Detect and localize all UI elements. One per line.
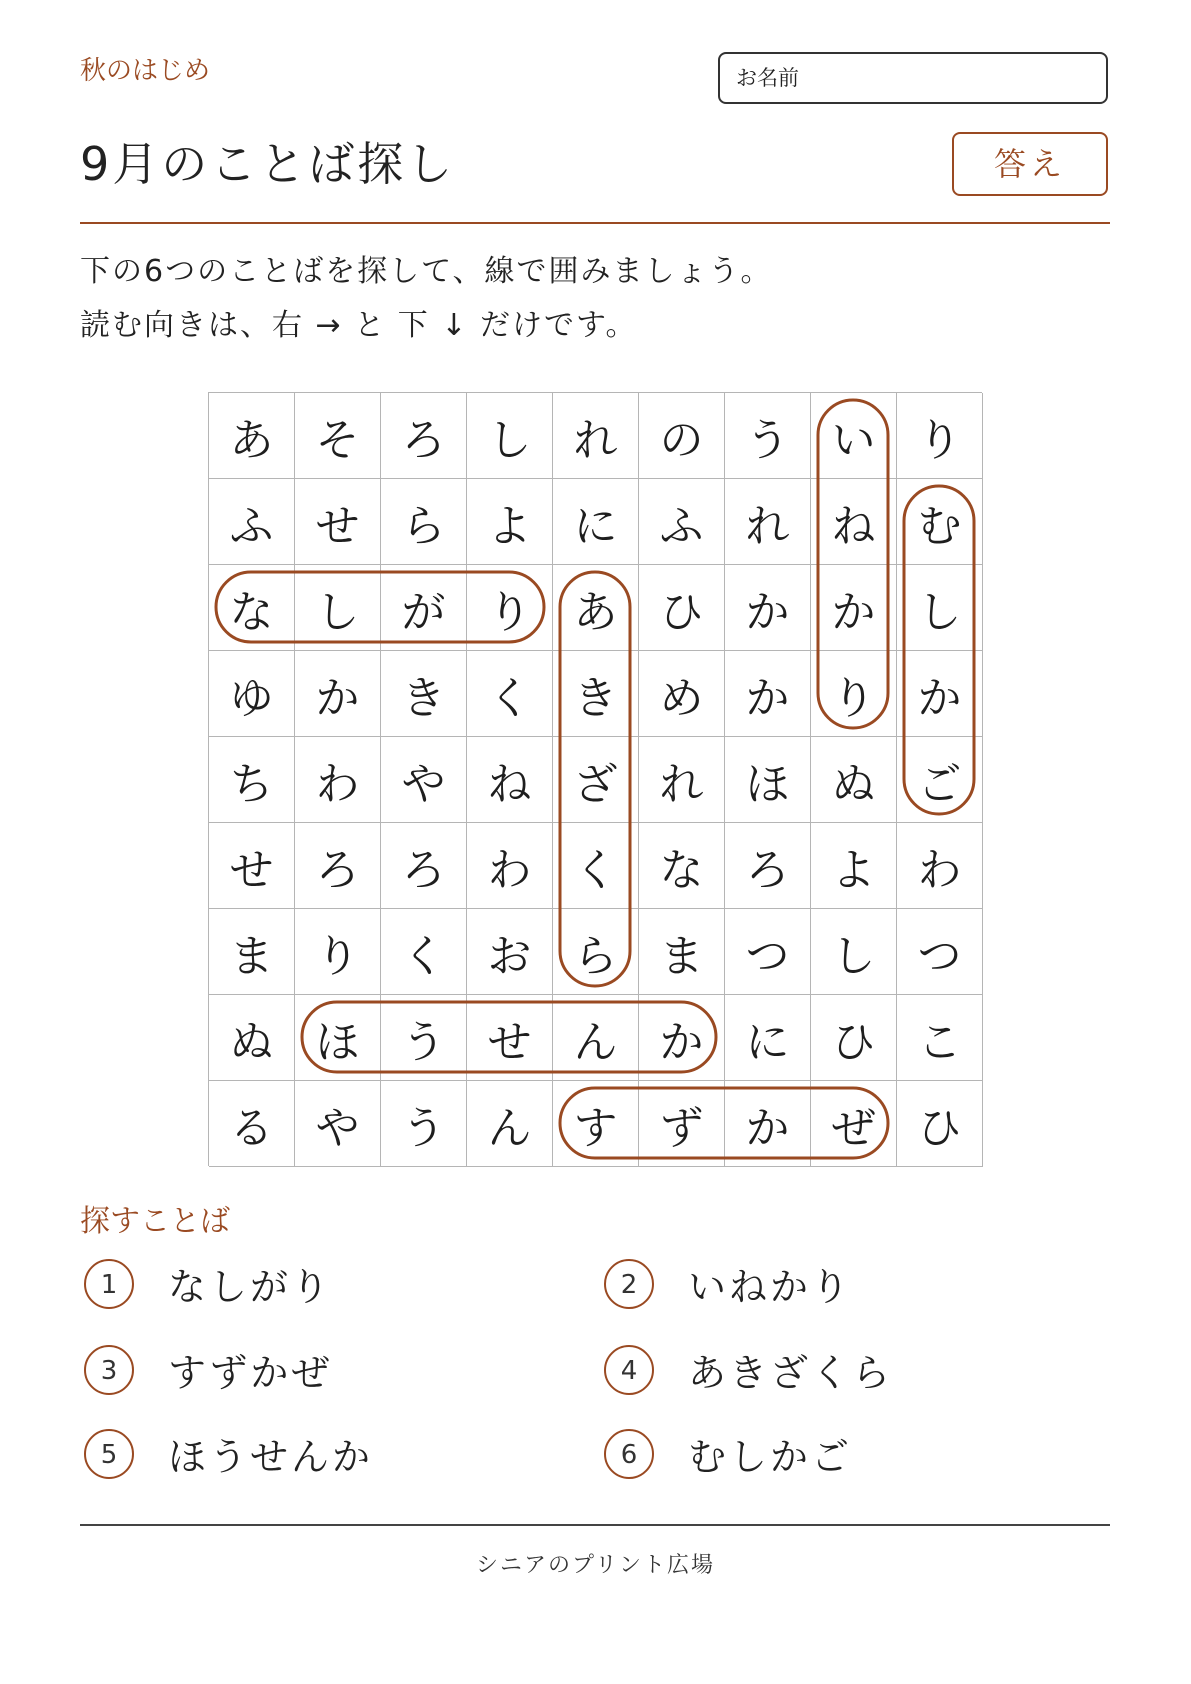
word-text: あきざくら (688, 1351, 894, 1395)
word-text: いねかり (688, 1265, 853, 1309)
word-number-badge: 1 (84, 1259, 134, 1309)
grid-cell[interactable]: ね (467, 737, 553, 823)
grid-cell[interactable]: か (725, 1081, 811, 1167)
grid-cell[interactable]: つ (725, 909, 811, 995)
grid-cell[interactable]: し (295, 565, 381, 651)
series-label: 秋のはじめ (80, 56, 211, 86)
grid-cell[interactable]: う (725, 393, 811, 479)
grid-cell[interactable]: か (725, 651, 811, 737)
word-list-heading: 探すことば (80, 1204, 230, 1239)
grid-cell[interactable]: そ (295, 393, 381, 479)
grid-cell[interactable]: し (811, 909, 897, 995)
grid-cell[interactable]: ろ (381, 823, 467, 909)
grid-cell[interactable]: よ (811, 823, 897, 909)
grid-cell[interactable]: ぜ (811, 1081, 897, 1167)
word-text: すずかぜ (168, 1351, 333, 1395)
grid-cell[interactable]: ふ (209, 479, 295, 565)
grid-cell[interactable]: ろ (381, 393, 467, 479)
grid-cell[interactable]: ざ (553, 737, 639, 823)
grid-cell[interactable]: ず (639, 1081, 725, 1167)
grid-cell[interactable]: く (553, 823, 639, 909)
grid-cell[interactable]: つ (897, 909, 983, 995)
grid-cell[interactable]: よ (467, 479, 553, 565)
grid-cell[interactable]: く (467, 651, 553, 737)
grid-cell[interactable]: ち (209, 737, 295, 823)
grid-cell[interactable]: す (553, 1081, 639, 1167)
grid-cell[interactable]: ひ (639, 565, 725, 651)
grid-cell[interactable]: か (639, 995, 725, 1081)
grid-cell[interactable]: な (639, 823, 725, 909)
answer-button[interactable]: 答え (952, 132, 1108, 196)
footer-divider (80, 1524, 1110, 1526)
grid-cell[interactable]: い (811, 393, 897, 479)
grid-cell[interactable]: ね (811, 479, 897, 565)
grid-cell[interactable]: や (295, 1081, 381, 1167)
grid-cell[interactable]: く (381, 909, 467, 995)
grid-cell[interactable]: ゆ (209, 651, 295, 737)
word-number-badge: 3 (84, 1345, 134, 1395)
word-text: ほうせんか (168, 1435, 374, 1479)
grid-cell[interactable]: わ (295, 737, 381, 823)
grid-cell[interactable]: せ (295, 479, 381, 565)
grid-cell[interactable]: り (295, 909, 381, 995)
grid-cell[interactable]: に (553, 479, 639, 565)
grid-cell[interactable]: し (467, 393, 553, 479)
grid-cell[interactable]: ろ (295, 823, 381, 909)
grid-cell[interactable]: ふ (639, 479, 725, 565)
grid-cell[interactable]: れ (725, 479, 811, 565)
grid-cell[interactable]: う (381, 995, 467, 1081)
grid-cell[interactable]: き (553, 651, 639, 737)
grid-cell[interactable]: が (381, 565, 467, 651)
grid-cell[interactable]: か (725, 565, 811, 651)
footer-text: シニアのプリント広場 (475, 1553, 716, 1578)
grid-cell[interactable]: に (725, 995, 811, 1081)
grid-cell[interactable]: ら (381, 479, 467, 565)
grid-cell[interactable]: あ (553, 565, 639, 651)
grid-cell[interactable]: う (381, 1081, 467, 1167)
grid-cell[interactable]: ぬ (811, 737, 897, 823)
grid-cell[interactable]: め (639, 651, 725, 737)
grid-cell[interactable]: ら (553, 909, 639, 995)
word-number-badge: 2 (604, 1259, 654, 1309)
name-field[interactable] (718, 52, 1108, 104)
instruction-line-1: 下の6つのことばを探して、線で囲みましょう。 (80, 254, 773, 289)
word-text: むしかご (688, 1435, 853, 1479)
grid-cell[interactable]: わ (897, 823, 983, 909)
word-number-badge: 4 (604, 1345, 654, 1395)
word-search-grid (208, 392, 982, 1166)
grid-cell[interactable]: お (467, 909, 553, 995)
grid-cell[interactable]: ん (553, 995, 639, 1081)
instruction-line-2: 読む向きは、右 → と 下 ↓ だけです。 (80, 308, 638, 343)
grid-cell[interactable]: や (381, 737, 467, 823)
grid-cell[interactable]: こ (897, 995, 983, 1081)
grid-cell[interactable]: か (897, 651, 983, 737)
word-number-badge: 6 (604, 1429, 654, 1479)
grid-cell[interactable]: わ (467, 823, 553, 909)
grid-cell[interactable]: な (209, 565, 295, 651)
grid-cell[interactable]: む (897, 479, 983, 565)
letter-grid (208, 392, 982, 1166)
grid-cell[interactable]: か (295, 651, 381, 737)
name-field-label: お名前 (736, 66, 799, 90)
grid-cell[interactable]: り (811, 651, 897, 737)
grid-cell[interactable]: の (639, 393, 725, 479)
page-title: 9月のことば探し (80, 137, 456, 191)
grid-cell[interactable]: か (811, 565, 897, 651)
grid-cell[interactable]: ひ (897, 1081, 983, 1167)
word-text: なしがり (168, 1265, 333, 1309)
grid-cell[interactable]: ほ (295, 995, 381, 1081)
grid-cell[interactable]: る (209, 1081, 295, 1167)
header-divider (80, 222, 1110, 224)
grid-cell[interactable]: き (381, 651, 467, 737)
grid-cell[interactable]: あ (209, 393, 295, 479)
grid-cell[interactable]: ご (897, 737, 983, 823)
grid-cell[interactable]: ろ (725, 823, 811, 909)
grid-cell[interactable]: ぬ (209, 995, 295, 1081)
grid-cell[interactable]: ま (639, 909, 725, 995)
grid-cell[interactable]: せ (209, 823, 295, 909)
grid-cell[interactable]: ほ (725, 737, 811, 823)
grid-cell[interactable]: れ (553, 393, 639, 479)
grid-cell[interactable]: せ (467, 995, 553, 1081)
grid-cell[interactable]: ひ (811, 995, 897, 1081)
grid-cell[interactable]: り (467, 565, 553, 651)
grid-cell[interactable]: れ (639, 737, 725, 823)
grid-cell[interactable]: し (897, 565, 983, 651)
grid-cell[interactable]: ま (209, 909, 295, 995)
grid-cell[interactable]: り (897, 393, 983, 479)
word-number-badge: 5 (84, 1429, 134, 1479)
grid-cell[interactable]: ん (467, 1081, 553, 1167)
